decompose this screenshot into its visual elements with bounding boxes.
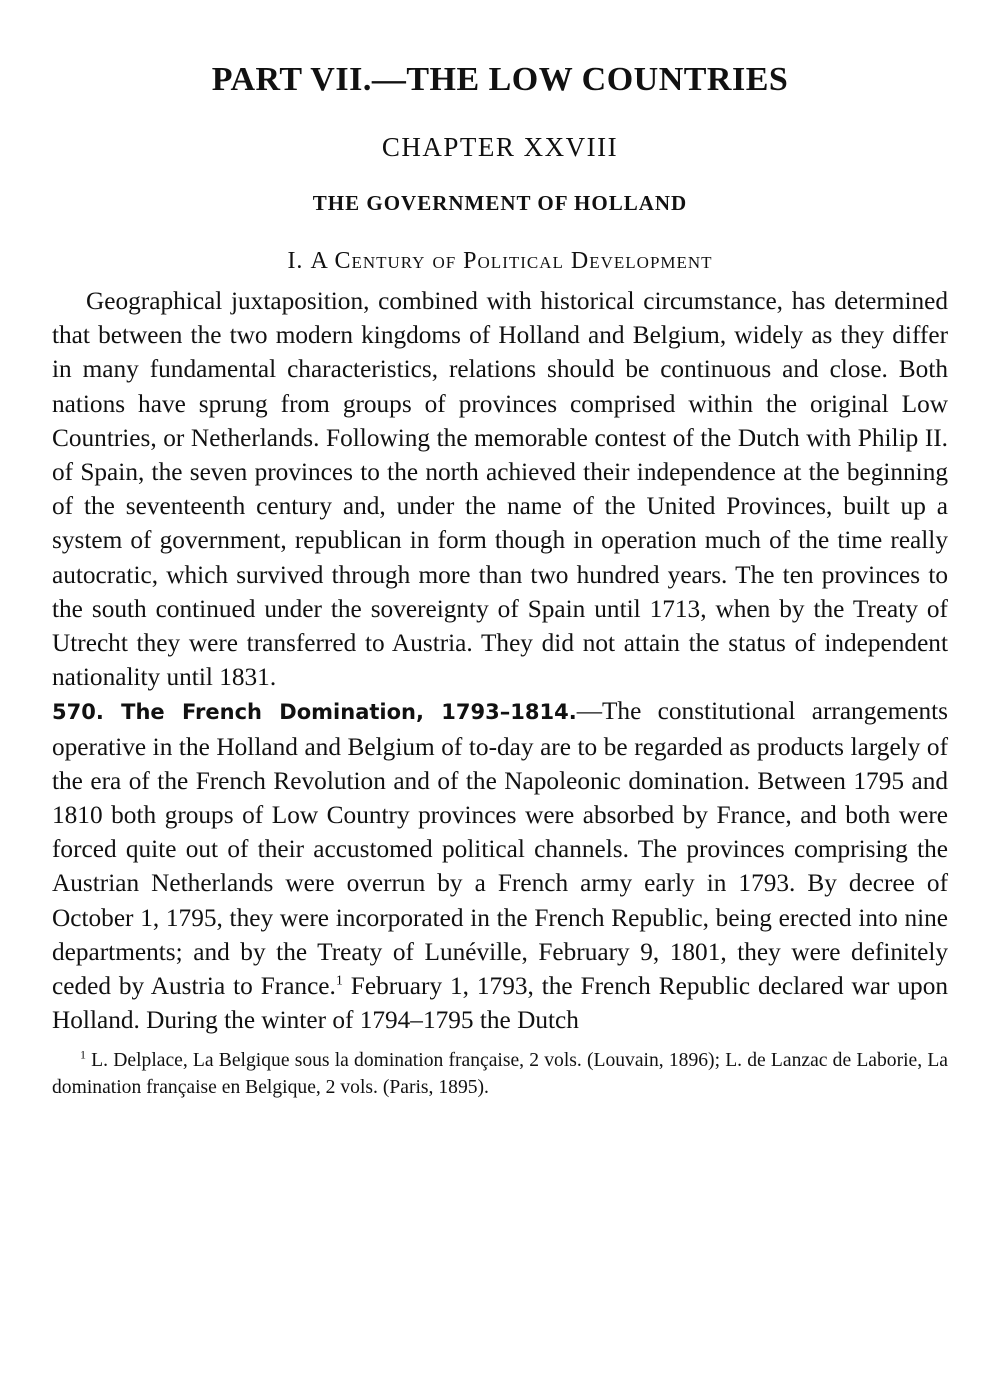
footnote-marker: 1 bbox=[80, 1047, 86, 1062]
section-number: I. bbox=[287, 248, 304, 274]
chapter-title: THE GOVERNMENT OF HOLLAND bbox=[312, 191, 688, 215]
intro-paragraph: Geographical juxtaposition, combined with historical circumstance, has determined that between the two modern kingdoms of Holland and Belgium, widely as they differ in many fundamental characteristics, relations should be continuous and close. Both nations have sprung from groups of provinces comprised within the original Low Countries, or Netherlands. Following the memorable contest of the Dutch with Philip II. of Spain, the seven provinces to the north achieved their independence at the beginning of the seventeenth century and, under the name of the United Provinces, built up a system of government, republican in form though in operation much of the time really autocratic, which survived through more than two hundred years. The ten provinces to the south continued under the sovereignty of Spain until 1713, when by the Treaty of Utrecht they were transferred to Austria. They did not attain the status of independent nationality until 1831. bbox=[52, 287, 948, 692]
section-570-label: 570. The French Domination, 1793–1814. bbox=[52, 700, 577, 725]
footnotes bbox=[52, 1047, 948, 1101]
footnote-1 bbox=[52, 1047, 948, 1101]
section-570-text-part2: February 1, 1793, the French Republic declared war upon Holland. During the winter of 1794–1795 the Dutch bbox=[52, 972, 948, 1035]
section-heading bbox=[52, 244, 948, 278]
footnote-ref: 1 bbox=[335, 973, 343, 989]
chapter-number: CHAPTER XXVIII bbox=[381, 132, 619, 162]
section-570-paragraph bbox=[52, 694, 948, 1037]
book-page bbox=[52, 58, 948, 1101]
section-title: A Century of Political Development bbox=[310, 248, 713, 274]
section-570-text-part1: —The constitutional arrangements operative in the Holland and Belgium of to-day are to be regarded as products largely of the era of the French Revolution and of the Napoleonic domination. Between 1795 and 1810 both groups of Low Country provinces were absorbed by France, and both were forced quite out of their accustomed political channels. The provinces comprising the Austrian Netherlands were overrun by a French army early in 1793. By decree of October 1, 1795, they were incorporated in the French Republic, being erected into nine departments; and by the Treaty of Lunéville, February 9, 1801, they were definitely ceded by Austria to France. bbox=[52, 697, 948, 1001]
part-title: PART VII.—THE LOW COUNTRIES bbox=[211, 61, 789, 98]
footnote-text: L. Delplace, La Belgique sous la domination française, 2 vols. (Louvain, 1896); L. de Lanzac de Laborie, La domination française en Belgique, 2 vols. (Paris, 1895). bbox=[52, 1050, 948, 1099]
